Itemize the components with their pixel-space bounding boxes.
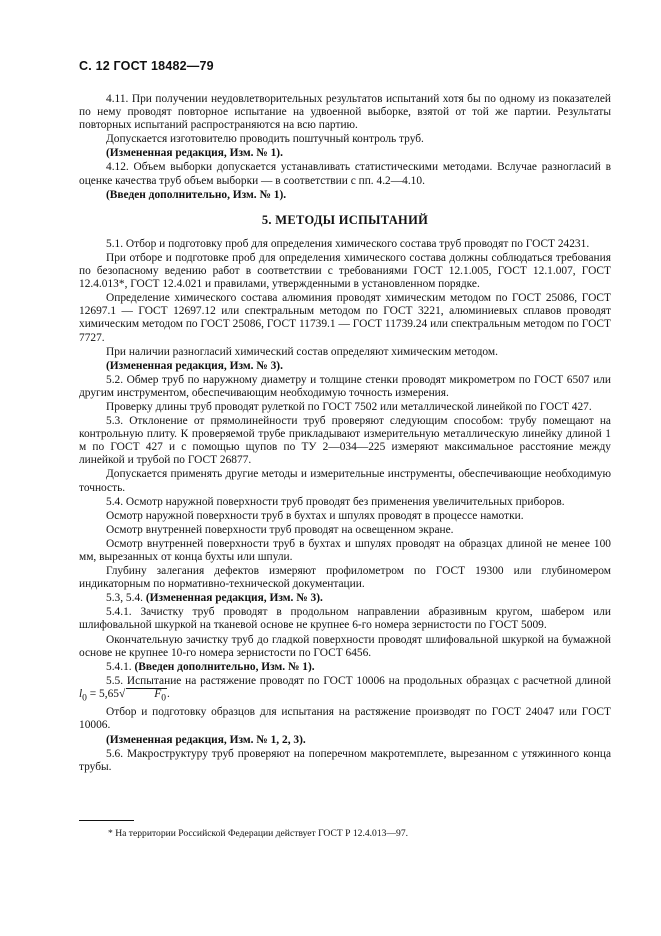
paragraph: Допускается применять другие методы и измерительные инструменты, обеспечивающие необходимую точность. bbox=[79, 468, 611, 494]
amendment-note: (Измененная редакция, Изм. № 1, 2, 3). bbox=[106, 733, 306, 746]
clause-ref: 5.3, 5.4. bbox=[106, 592, 144, 605]
paragraph: Проверку длины труб проводят рулеткой по ГОСТ 7502 или металлической линейкой по ГОСТ 427. bbox=[106, 400, 592, 413]
formula-radicand bbox=[126, 688, 167, 704]
amendment-note: (Измененная редакция, Изм. № 1). bbox=[106, 147, 283, 160]
paragraph: Определение химического состава алюминия проводят химическим методом по ГОСТ 25086, ГОСТ 12697.1 — ГОСТ 12697.12 или спектральным методом по ГОСТ 3221, алюминиевых сплавов проводят химическим методом по ГОСТ 25086, ГОСТ 11739.1 — ГОСТ 11739.24 или спектральным методом по ГОСТ 7727. bbox=[79, 292, 611, 344]
formula-sub: 0 bbox=[82, 693, 87, 704]
clause-ref: 5.4.1. bbox=[106, 660, 132, 673]
paragraph: Осмотр внутренней поверхности труб в бухтах и шпулях проводят на образцах длиной не менее 100 мм, вырезанных от конца бухты или шпули. bbox=[79, 537, 611, 563]
sqrt-icon: √ bbox=[118, 687, 126, 700]
amendment-line bbox=[79, 661, 611, 674]
formula-eq: = 5,65 bbox=[86, 687, 119, 700]
paragraph: 4.11. При получении неудовлетворительных результатов испытаний хотя бы по одному из показателей по нему проводят повторное испытание на удвоенной выборке, взятой от той же партии. Результаты повторных испытаний распространяются на всю партию. bbox=[79, 93, 611, 132]
footnote-rule bbox=[79, 820, 134, 821]
paragraph: Глубину залегания дефектов измеряют профилометром по ГОСТ 19300 или глубиномером индикаторным по нормативно-технической документации. bbox=[79, 565, 611, 591]
paragraph: Окончательную зачистку труб до гладкой поверхности проводят шлифовальной шкуркой на бумажной основе не крупнее 10-го номера зернистости по ГОСТ 6456. bbox=[79, 633, 611, 659]
paragraph: 5.2. Обмер труб по наружному диаметру и толщине стенки проводят микрометром по ГОСТ 6507 или другим инструментом, обеспечивающим необходимую точность измерения. bbox=[79, 373, 611, 399]
paragraph: Допускается изготовителю проводить поштучный контроль труб. bbox=[106, 133, 424, 146]
footnote: * На территории Российской Федерации действует ГОСТ Р 12.4.013—97. bbox=[108, 828, 409, 839]
amendment-note: (Введен дополнительно, Изм. № 1). bbox=[134, 660, 315, 673]
formula-lead-text: 5.5. Испытание на растяжение проводят по ГОСТ 10006 на продольных образцах с расчетной длиной bbox=[106, 674, 611, 687]
paragraph: При отборе и подготовке проб для определения химического состава должны соблюдаться требования по безопасному ведению работ в соответствии с требованиями ГОСТ 12.1.005, ГОСТ 12.1.007, ГОСТ 12.4.013*, ГОСТ 12.4.021 и правилами, утвержденными в установленном порядке. bbox=[79, 251, 611, 291]
paragraph-with-formula bbox=[79, 675, 611, 705]
paragraph: 5.4. Осмотр наружной поверхности труб проводят без применения увеличительных приборов. bbox=[106, 495, 565, 508]
paragraph: Осмотр внутренней поверхности труб проводят на освещенном экране. bbox=[106, 523, 454, 536]
intro-block bbox=[79, 93, 611, 202]
paragraph: Осмотр наружной поверхности труб в бухтах и шпулях проводят в процессе намотки. bbox=[106, 509, 524, 522]
paragraph: 5.1. Отбор и подготовку проб для определения химического состава труб проводят по ГОСТ 24231. bbox=[106, 237, 590, 250]
paragraph: 5.3. Отклонение от прямолинейности труб проверяют следующим способом: трубу помещают на контрольную плиту. К проверяемой трубе прикладывают измерительную металлическую линейку длиной 1 м по ГОСТ 427 и с помощью щупов по ТУ 2—034—225 измеряют максимальное расстояние между линейкой и трубой по ГОСТ 26877. bbox=[79, 415, 611, 467]
amendment-note: (Измененная редакция, Изм. № 3). bbox=[145, 592, 323, 605]
gauge-length-formula bbox=[79, 687, 170, 704]
amendment-line bbox=[79, 592, 611, 605]
section-block bbox=[79, 238, 611, 774]
paragraph: 5.6. Макроструктуру труб проверяют на поперечном макротемплете, вырезанном с утяжинного конца трубы. bbox=[79, 747, 611, 773]
formula-tail: . bbox=[166, 687, 170, 700]
paragraph: При наличии разногласий химический состав определяют химическим методом. bbox=[106, 345, 498, 358]
formula-root-sub: 0 bbox=[161, 693, 166, 704]
section-title: 5. МЕТОДЫ ИСПЫТАНИЙ bbox=[261, 212, 429, 227]
formula-var: l bbox=[79, 687, 83, 700]
document-body bbox=[79, 93, 611, 775]
amendment-note: (Введен дополнительно, Изм. № 1). bbox=[106, 188, 287, 201]
formula-root-var: F bbox=[154, 687, 162, 700]
paragraph: 5.4.1. Зачистку труб проводят в продольном направлении абразивным кругом, шабером или шлифовальной шкуркой на тканевой основе не крупнее 6-го номера зернистости по ГОСТ 5009. bbox=[79, 606, 611, 632]
paragraph: 4.12. Объем выборки допускается устанавливать статистическими методами. Вслучае разногласий в оценке качества труб объем выборки — в соответствии с пп. 4.2—4.10. bbox=[79, 161, 611, 187]
paragraph: Отбор и подготовку образцов для испытания на растяжение производят по ГОСТ 24047 или ГОСТ 10006. bbox=[79, 706, 611, 732]
amendment-note: (Измененная редакция, Изм. № 3). bbox=[106, 359, 283, 372]
page-header: С. 12 ГОСТ 18482—79 bbox=[79, 59, 214, 73]
